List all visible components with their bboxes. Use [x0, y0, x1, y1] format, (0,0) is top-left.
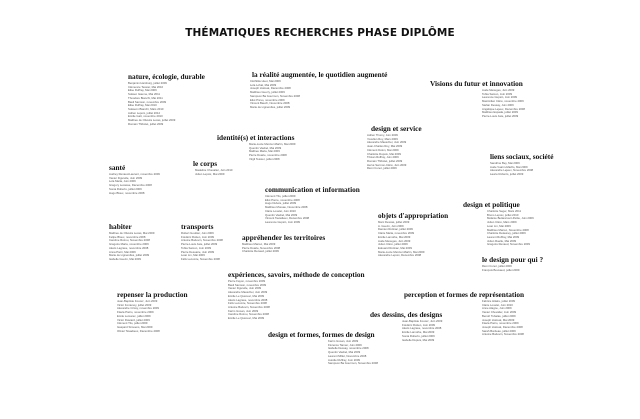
student-entry: Robert Gouttier, Juin 2009 — [181, 231, 214, 235]
student-entry: Isabelle Guerin, Mai 2009 — [109, 256, 141, 261]
student-list — [367, 134, 422, 171]
student-entry: Caroline Roirou, Novembre 2008 — [109, 238, 150, 243]
student-entry: Claire Lovelet, Juin 2010 — [482, 302, 513, 307]
student-entry: Flavia Pietro, novembre 2009 — [482, 321, 519, 326]
student-list — [249, 143, 295, 162]
student-entry: Laurie Roberts, juillet 2009 — [490, 172, 524, 177]
theme-title: design et formes, formes de design — [268, 330, 375, 339]
student-entry: Matthieu Marrec, Novembre 2008 — [487, 227, 529, 232]
student-entry: Julien Cléré, Mars 2009 — [487, 220, 517, 225]
student-list — [482, 265, 543, 272]
student-entry: Gaspard Simoens, Mai 2009 — [117, 324, 153, 329]
student-entry: Benoît Tubalas, juillet 2009 — [482, 313, 516, 318]
student-entry: A. Guerin, Juin 2009 — [378, 223, 404, 228]
theme-title: identité(s) et interactions — [217, 133, 295, 142]
student-entry: Théodore Bianchi, Mai 2011 — [128, 95, 163, 100]
student-entry: Virgil Tessier, juillet 2008 — [249, 156, 280, 161]
student-list — [242, 243, 325, 254]
student-entry: Félix Lecomte, Novembre 2008 — [228, 301, 267, 306]
student-entry: Clémence Tessier, Mai 2010 — [128, 84, 164, 89]
student-entry: Alexandre Mauscher, Juin 2009 — [228, 290, 268, 295]
student-entry: Clément Tilo, juillet 2009 — [117, 321, 148, 326]
student-entry: Romain Thibolet, juillet 2009 — [367, 158, 403, 163]
student-entry: Alexandre Mauscher, Juin 2009 — [367, 140, 407, 145]
student-entry: Frédéric Rotten, Juin 2009 — [402, 322, 435, 327]
student-entry: Marie de Lignerolles, juillet 2009 — [250, 104, 291, 109]
student-entry: Victor Fontenoy, juillet 2009 — [117, 302, 152, 307]
theme-title: perception et formes de représentation — [404, 290, 525, 299]
student-entry: Mathieu de Oliveira Lecas, juillet 2009 — [128, 118, 176, 123]
student-entry: Bruno Lepoix, juillet 2010 — [487, 212, 519, 217]
theme-cluster-territoires — [242, 233, 325, 254]
student-entry: Pierre Duarte, novembre 2008 — [249, 153, 287, 158]
student-entry: Emile Lemarec, juillet 2009 — [117, 313, 151, 318]
student-entry: Charlotte Dupuis, Mai 2009 — [367, 151, 401, 156]
theme-title: nature, écologie, durable — [128, 72, 205, 81]
student-entry: Alexandre Crissy, novembre 2009 — [117, 306, 159, 311]
student-entry: Joseph Hoizeat, Décembre 2008 — [250, 86, 291, 91]
student-entry: Alexandre Lejeux, Novembre 2008 — [490, 168, 534, 173]
theme-title: des dessins, des designs — [370, 310, 443, 319]
theme-title: appréhender les territoires — [242, 233, 326, 242]
student-entry: Sandrine Bey, Mai 2009 — [490, 161, 520, 165]
theme-title: le corps — [193, 159, 218, 168]
student-entry: Joseph Hoizeat, Décembre 2008 — [482, 324, 523, 329]
theme-title: Visions du futur et innovation — [430, 79, 523, 88]
theme-title: communication et information — [265, 185, 360, 194]
student-entry: Lola Lohat, Mai 2009 — [250, 82, 277, 87]
student-entry: Aurélie Ruffray, Juin 2009 — [328, 357, 360, 362]
theme-cluster-communication — [265, 185, 360, 225]
theme-cluster-nature — [128, 72, 205, 126]
student-entry: Matthieu Guerry, juillet 2009 — [250, 90, 285, 95]
student-entry: Pierre Duarte, Novembre 2008 — [242, 245, 281, 250]
student-entry: Marc Descas, juillet 2009 — [378, 220, 410, 224]
student-entry: Antoine Bodevin, Novembre 2008 — [181, 238, 223, 243]
student-entry: Xavier Figurelle, Juin 2009 — [109, 175, 143, 180]
theme-cluster-dessins — [370, 310, 442, 342]
student-entry: Fabrice Hilaire, juillet 2009 — [482, 299, 515, 303]
student-entry: Tobia Samun, Juin 2009 — [482, 91, 513, 96]
student-entry: Edouard Rotinac, Mai 2009 — [378, 245, 412, 250]
theme-cluster-liens — [490, 152, 553, 177]
student-entry: François Bouvaud, juillet 2009 — [482, 267, 520, 272]
student-entry: Hugo Dubois, juillet 2009 — [265, 201, 297, 206]
student-entry: Alexis Lagrave, novembre 2008 — [402, 326, 442, 331]
student-entry: Eliot Pierre, novembre 2008 — [265, 197, 300, 202]
student-entry: Julien Cléré, juillet 2009 — [378, 242, 408, 247]
theme-cluster-visions — [430, 79, 525, 119]
theme-title: habiter — [109, 222, 132, 231]
student-entry: Charlotte Delauney, juillet 2009 — [487, 231, 526, 236]
student-entry: Madeline Chevalier, Juin 2010 — [195, 168, 233, 172]
student-entry: Sampson Ba Gourmon, Novembre 2008 — [328, 361, 378, 366]
student-entry: Yovellen Roy, Mars 2009 — [367, 136, 398, 141]
student-entry: Mathieu de Oliveira Lecas, Mai 2009 — [109, 231, 155, 235]
student-entry: Adrien Lepoix, juillet 2012 — [128, 110, 161, 115]
student-entry: Pierre Desuaire, Juin 2009 — [181, 249, 215, 254]
student-entry: Olivier Tavadieux, Décembre 2008 — [117, 328, 160, 333]
student-entry: Clothilde Huet, Mai 2009 — [250, 79, 281, 83]
student-list — [487, 210, 534, 247]
student-entry: Hervé Sermon-Cléré, Juin 2009 — [367, 162, 407, 167]
student-list — [117, 300, 188, 333]
student-entry: Adrien Thomy, Juin 2009 — [367, 133, 398, 137]
student-entry: Anna Pietri, Mai 2009 — [109, 249, 136, 254]
student-entry: Claire Maria, novembre 2009 — [378, 231, 415, 236]
student-entry: Vincent Bauch, Novembre 2008 — [250, 101, 290, 106]
student-entry: Grégoire Renaud, Novembre 2009 — [487, 242, 530, 247]
theme-title: la réalité augmentée, le quotidien augmenté — [252, 70, 388, 79]
theme-title: objets d'appropriation — [378, 211, 449, 220]
student-entry: Julien Lepoix, Mai 2009 — [195, 171, 225, 176]
student-entry: Stefan Dessay, Juin 2009 — [482, 102, 514, 107]
student-entry: Elise Ruffray, Mai 2010 — [128, 103, 157, 108]
student-entry: Claire Lovelet, Juin 2010 — [265, 208, 296, 213]
student-entry: Anne Alagne, Juin 2009 — [482, 306, 512, 311]
student-entry: Jean-Baptiste Fourez, Juin 2009 — [402, 319, 443, 323]
student-entry: Quentin Vaubel, Mai 2009 — [265, 212, 298, 217]
student-entry: Basil Samson, novembre 2009 — [228, 282, 267, 287]
theme-cluster-formes — [268, 330, 378, 366]
student-entry: Sampson Ba Gourmon, Novembre 2008 — [250, 93, 300, 98]
student-entry: Félix Lecomte, Novembre 2008 — [181, 256, 220, 261]
student-entry: Pierre-Louis Aste, juillet 2009 — [482, 113, 519, 118]
student-entry: Basil Samson, novembre 2009 — [128, 99, 167, 104]
theme-title: santé — [109, 163, 126, 172]
student-entry: Audrey Renaud-Laurent, novembre 2009 — [109, 172, 160, 176]
student-entry: Rémi Cunot, juillet 2009 — [367, 166, 397, 171]
student-entry: Quentin Vaubel, Mai 2009 — [249, 145, 282, 150]
student-list — [250, 80, 387, 110]
student-entry: Tristan Ruffray, Juin 2009 — [367, 155, 399, 160]
student-entry: Aude Vuarm-Mazilo, Mai 2009 — [490, 164, 528, 169]
student-entry: Quentin Vaubel, Mai 2009 — [328, 350, 361, 355]
student-entry: Matthieu Espada, juillet 2009 — [482, 110, 518, 115]
student-entry: Elise Ruffray, Mai 2009 — [128, 88, 157, 93]
student-list — [228, 280, 365, 321]
student-list — [109, 232, 154, 262]
student-list — [265, 195, 360, 225]
theme-title: transports — [181, 222, 214, 231]
student-entry: Isabelle Dessay, novembre 2008 — [328, 346, 369, 351]
theme-cluster-objets — [378, 211, 448, 258]
theme-cluster-design-pour-qui — [482, 255, 543, 272]
theme-title: design et politique — [463, 200, 520, 209]
student-entry: Victor Flaviard, juillet 2009 — [117, 317, 150, 322]
student-entry: Laurent Ruffray, Mai 2009 — [487, 234, 520, 239]
student-entry: Laurence Gupsin, Juin 2009 — [265, 219, 300, 224]
student-entry: Jean-Charles Roy, Mai 2009 — [367, 144, 403, 149]
student-entry: Benjamin Hamburg, juillet 2009 — [128, 81, 167, 85]
student-entry: Matthieu Moreau, Novembre 2008 — [265, 205, 308, 210]
student-entry: Alexis Lagrave, novembre 2008 — [109, 245, 149, 250]
theme-title: le design pour qui ? — [482, 255, 544, 264]
student-list — [181, 232, 223, 262]
student-entry: Julien Ruelle, Mai 2009 — [487, 238, 517, 243]
student-entry: Maximilien Cléré, novembre 2009 — [482, 99, 524, 104]
student-entry: Florence Tanner, Juin 2009 — [328, 342, 362, 347]
theme-cluster-transports — [181, 222, 223, 262]
student-entry: Loan Lin, Mai 2009 — [487, 223, 511, 228]
student-entry: Damien Rotinac, juillet 2009 — [378, 227, 413, 232]
student-entry: Matthieu Marrec, Mai 2009 — [242, 242, 276, 246]
theme-cluster-sante — [109, 163, 160, 195]
theme-title: repenser la production — [117, 290, 188, 299]
student-entry: Romain Thibolet, juillet 2009 — [128, 121, 164, 126]
student-entry: Emilie Gatt, novembre 2010 — [128, 114, 163, 119]
student-entry: Aude Mesuges, Juin 2009 — [378, 238, 411, 243]
student-entry: Loan Lin, Mai 2009 — [181, 253, 205, 258]
student-entry: Hugo Bloux, novembre 2008 — [109, 190, 145, 195]
student-entry: Grégoire Maria, novembre 2009 — [109, 242, 149, 247]
student-entry: Pierre-Louis Aste, juillet 2009 — [181, 242, 218, 247]
student-entry: Grégory Lecasse, Décembre 2008 — [109, 183, 152, 188]
student-entry: Flavia Pietro, novembre 2009 — [117, 310, 154, 315]
student-entry: Laurence Gupsin, Juin 2009 — [482, 95, 517, 100]
student-entry: Marie-Lucie Mercier-Martin, Mai 2009 — [249, 142, 296, 146]
student-list — [482, 300, 524, 337]
student-entry: Emilie Lamothe, Mai 2009 — [402, 330, 435, 335]
theme-cluster-identites — [217, 133, 295, 162]
theme-cluster-habiter — [109, 222, 154, 262]
student-list — [109, 173, 160, 195]
student-entry: Sarah Bordeau, juillet 2009 — [482, 328, 516, 333]
student-entry: Emilie Le Quéreuc, Mai 2009 — [228, 316, 265, 321]
student-entry: Xavier Chevalier, Juin 2009 — [482, 310, 517, 315]
student-entry: Clément Dolon, Mai 2009 — [367, 147, 399, 152]
student-list — [128, 82, 205, 126]
theme-title: expériences, savoirs, méthode de conception — [228, 270, 365, 279]
student-entry: Caroline Roirou, Novembre 2008 — [228, 312, 269, 317]
student-entry: Solwenn Bianchi, Mars 2010 — [128, 106, 164, 111]
page-title: THÉMATIQUES RECHERCHES PHASE DIPLÔME — [185, 27, 455, 39]
student-entry: Tobia Samun, Juin 2009 — [181, 245, 212, 250]
student-entry: Emilie Lamothe, Mai 2009 — [378, 234, 411, 239]
student-entry: Isabelle Dupuis, Mai 2009 — [402, 337, 435, 342]
student-entry: Alexis Lagrave, novembre 2008 — [228, 297, 268, 302]
student-entry: Solwen Gaume, Mai 2011 — [128, 92, 160, 97]
theme-cluster-corps — [193, 159, 232, 176]
student-entry: Angélique Lejeux, Décembre 2008 — [482, 106, 525, 111]
student-entry: Aude Mesuges, Juin 2009 — [482, 88, 515, 92]
student-entry: Mathieu Maria, Mai 2009 — [249, 149, 280, 154]
student-entry: Joseph Hoizeat, Mai 2009 — [482, 317, 515, 322]
theme-title: design et service — [371, 124, 422, 133]
theme-cluster-experiences — [228, 270, 365, 321]
student-list — [482, 89, 525, 119]
student-entry: Alexandre Lepoix, Décembre 2008 — [378, 253, 422, 258]
student-entry: Sonia Roberts, juillet 2009 — [109, 186, 142, 191]
student-entry: Mélanie Bettancourt-Petite, Juin 2009 — [487, 216, 534, 221]
theme-cluster-design-politique — [463, 200, 534, 247]
student-entry: Karim Gnoan, Juin 2009 — [328, 339, 359, 343]
student-entry: Pierre Fayon, novembre 2009 — [228, 279, 266, 283]
student-entry: Charlotte Seger, Mars 2011 — [487, 209, 521, 213]
student-entry: Antoine Bodevin, Novembre 2008 — [228, 304, 270, 309]
student-entry: Lola Maria, Juin 2009 — [109, 179, 136, 184]
theme-cluster-realite — [252, 70, 387, 110]
theme-cluster-production — [117, 290, 188, 333]
student-entry: Marie-Lucie Mercier-Martin, Mai 2009 — [378, 249, 425, 254]
student-entry: Karim Gnoan, Juin 2009 — [228, 308, 259, 313]
student-entry: Xavier Figurelle, Juin 2009 — [228, 286, 262, 291]
theme-cluster-design-service — [367, 124, 422, 171]
student-entry: Felipe Bloux, novembre 2008 — [109, 234, 146, 239]
student-entry: Vincent Tavadieux, Décembre 2008 — [265, 216, 310, 221]
student-entry: Eliot Prévo, novembre 2009 — [250, 97, 285, 102]
student-list — [195, 169, 232, 176]
student-entry: Antoine Bodevin, Novembre 2008 — [482, 332, 524, 337]
student-entry: Rémi Cunot, juillet 2009 — [482, 264, 512, 268]
student-entry: Frédéric Rotten, Juin 2009 — [181, 234, 214, 239]
student-list — [402, 320, 442, 342]
student-entry: Laurent Millet, Novembre 2008 — [328, 353, 367, 358]
student-entry: Clément Tilo, juillet 2009 — [265, 194, 296, 198]
student-list — [328, 340, 378, 366]
student-list — [378, 221, 448, 258]
student-list — [490, 162, 553, 177]
student-entry: Sonia Roberts, juillet 2009 — [402, 333, 435, 338]
student-entry: Jean-Baptiste Fourez, Juin 2009 — [117, 299, 158, 303]
student-entry: Marie de Lignerolles, juillet 2009 — [109, 253, 150, 258]
theme-title: liens sociaux, société — [490, 152, 554, 161]
student-entry: Charlotte Renaud, juillet 2009 — [242, 249, 279, 254]
student-entry: Emilie Le Quéreuc, Mai 2009 — [228, 293, 265, 298]
